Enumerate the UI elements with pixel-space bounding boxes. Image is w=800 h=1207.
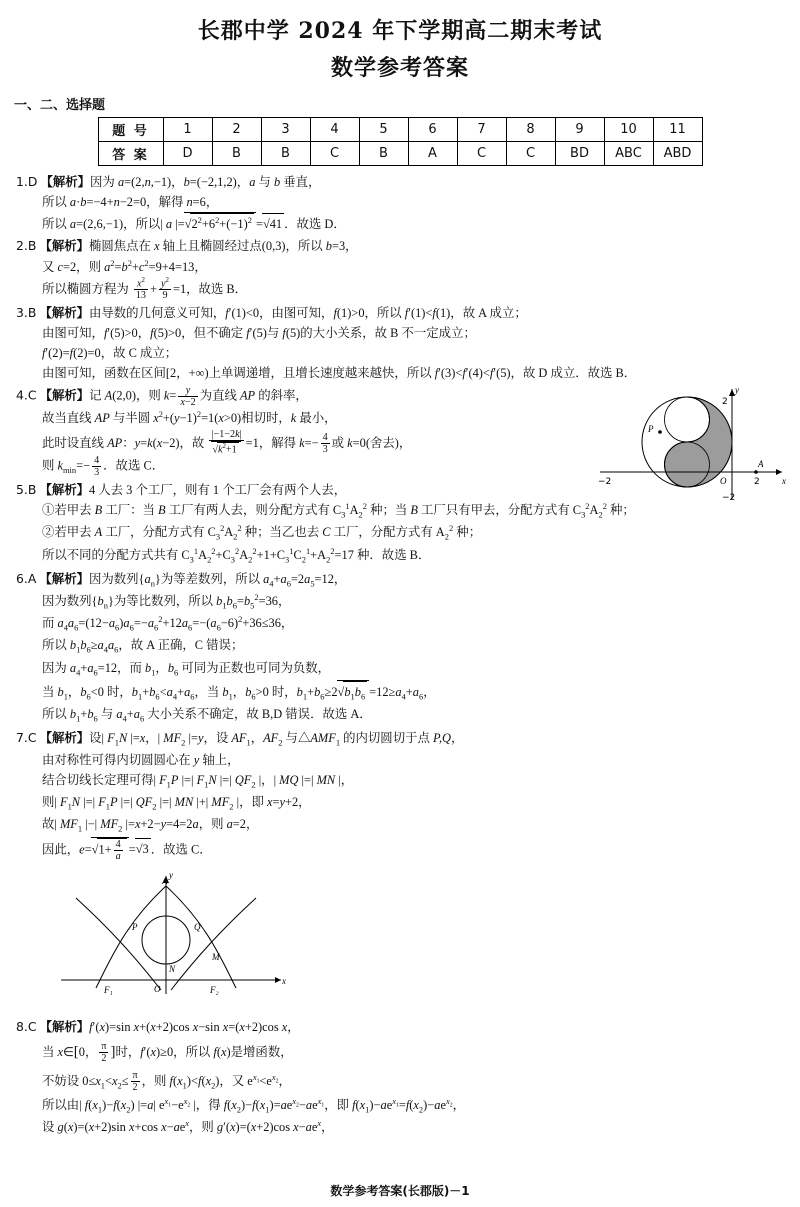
solution-line: 此时设直线 AP：y=k(x−2)，故 $\frac{|-1-2k|}{√k^2+1}$ =1，解得 k=− $\frac{4}{3}$ 或 k=0(舍去)， xyxy=(42,428,412,456)
axis-label-y: y xyxy=(735,385,739,395)
solution-line: ①若甲去 B 工厂：当 B 工厂有两人去，则分配方式有 $C_3^1A_2^2$ 种；当 B 工厂只有甲去，分配方式有 $C_3^2A_2^2$ 种； xyxy=(42,501,635,520)
solution-number: 1.D xyxy=(16,174,38,189)
cell-number: 6 xyxy=(408,118,457,142)
solution-number: 5.B xyxy=(16,481,37,497)
analysis-tag: 【解析】 xyxy=(39,481,89,497)
point-label-p: P xyxy=(648,424,654,434)
solution-line: 3.B 【解析】由导数的几何意义可知，f′(1)<0，由图可知，f(1)>0，所以 f′(1)<f(1)，故 A 成立； xyxy=(16,305,527,321)
solution-line: 故当直线 AP 与半圆 $x^2+(y-1)^2=1(x>0)$相切时，k 最小， xyxy=(42,409,337,426)
analysis-tag: 【解析】 xyxy=(39,238,89,254)
table-row-answers xyxy=(98,142,702,166)
cell-number: 3 xyxy=(261,118,310,142)
solution-line: 结合切线长定理可得| $F_1P$ |=| $F_1N$ |=| $QF_2$ |，| MQ |=| MN |， xyxy=(42,773,354,790)
solution-number: 6.A xyxy=(16,570,37,586)
solution-line: 当 $b_1$，$b_6<0$ 时，$b_1+b_6<a_4+a_6$，当 $b_1$，$b_6>0$ 时，$b_1+b_6\ge 2√b_1b_6 =12\ge a_4+a_6$， xyxy=(16,680,784,704)
analysis-tag: 【解析】 xyxy=(39,388,90,404)
solution-line: 所以椭圆方程为 $\frac{x^2}{13}$ + $\frac{y^2}{9}$ =1，故选 B． xyxy=(42,276,248,302)
solutions-body xyxy=(16,172,784,1138)
solution-number: 4.C xyxy=(16,388,37,404)
solution-8 xyxy=(16,1017,784,1138)
point-label-m: M xyxy=(212,951,220,962)
solution-line: 则 $k_{min}=-$ $\frac{4}{3}$ ．故选 C． xyxy=(42,455,165,478)
solution-line: 7.C 【解析】设| $F_1N$ |=x，| $MF_2$ |=y，设 $AF_1$，$AF_2$ 与$\triangle AMF_1$ 的内切圆切于点 P,Q， xyxy=(16,729,464,748)
solution-line: 因为 $a_4+a_6=12$，而 $b_1$，$b_6$ 可同为正数也可同为负数， xyxy=(42,660,331,678)
solution-line: 所以 $b_1+b_6$ 与 $a_4+a_6$ 大小关系不确定，故 B,D 错误．故选 A． xyxy=(42,706,372,724)
analysis-tag: 【解析】 xyxy=(40,174,91,189)
solution-line: 不妨设 $0\le x_1<x_2\le$ $\frac{\pi}{2}$ ，则 $f(x_1)<f(x_2)$，又 $e^{x_1}<e^{x_2}$， xyxy=(42,1070,291,1094)
tick-label-left: −2 xyxy=(598,477,612,487)
solution-line: 所以不同的分配方式共有 $C_3^1A_2^2+C_3^2A_2^2+1+C_3^1C_2^1+A_2^2=17$ 种．故选 B． xyxy=(42,545,431,565)
tick-label-right: 2 xyxy=(754,477,760,487)
cell-answer: BD xyxy=(555,142,604,166)
cell-answer: C xyxy=(457,142,506,166)
solution-line: 6.A 【解析】因为数列$\{a_n\}$为等差数列，所以 $a_4+a_6=2a_5=12$， xyxy=(16,570,347,589)
cell-answer: C xyxy=(506,142,555,166)
analysis-tag: 【解析】 xyxy=(39,729,90,745)
solution-line: 而 $a_4a_6=(12-a_6)a_6=-a_6^2+12a_6=-(a_6-6)^2+36\le 36$， xyxy=(42,614,294,633)
solution-line: 由图可知，函数在区间[2，+∞)上单调递增，且增长速度越来越快，所以 f′(3)<f′(4)<f′(5)，故 D 成立．故选 B． xyxy=(42,366,637,381)
solution-line: 设 g(x)=(x+2)sin x+cos $x-ae^x$，则 g′(x)=(x+2)cos $x-ae^x$， xyxy=(42,1118,334,1135)
row-header-answer: 答 案 xyxy=(98,142,163,166)
solution-line: 由对称性可得内切圆圆心在 y 轴上， xyxy=(42,753,240,768)
axis-label-x: x xyxy=(782,476,786,486)
solution-3 xyxy=(16,303,784,383)
solution-number: 7.C xyxy=(16,729,37,745)
table-row-numbers xyxy=(98,118,702,142)
point-label-n: N xyxy=(169,963,176,974)
cell-number: 9 xyxy=(555,118,604,142)
solution-line: 又 c=2，则 $a^2=b^2+c^2=9+4=13$， xyxy=(42,257,207,274)
cell-answer: B xyxy=(212,142,261,166)
solution-line: 2.B 【解析】椭圆焦点在 x 轴上且椭圆经过点(0,3)，所以 b=3， xyxy=(16,238,358,254)
cell-number: 7 xyxy=(457,118,506,142)
origin-label: O xyxy=(720,476,727,486)
point-label-a: A xyxy=(162,875,168,886)
page-title-line2: 数学参考答案 xyxy=(330,55,469,81)
cell-number: 2 xyxy=(212,118,261,142)
point-label-o: O xyxy=(154,983,161,994)
solution-line: 当 x∈[0， $\frac{\pi}{2}$ ]时，f′(x)≥0，所以 f(x)是增函数， xyxy=(42,1040,293,1064)
solution-6 xyxy=(16,569,784,726)
solution-line: 则| $F_1N$ |=| $F_1P$ |=| $QF_2$ |=| MN |+| $MF_2$ |，即 x=y+2， xyxy=(42,795,311,812)
solution-line: 1.D 【解析】因为 a=(2,n,−1)，b=(−2,1,2)，a 与 b 垂直， xyxy=(16,174,321,189)
point-label-q: Q xyxy=(194,921,201,932)
solution-line: f′(2)=f(2)=0，故 C 成立； xyxy=(42,346,178,361)
analysis-tag: 【解析】 xyxy=(39,305,89,321)
analysis-tag: 【解析】 xyxy=(39,570,89,586)
page-title-line1: 长郡中学 2024 年下学期高二期末考试 xyxy=(197,18,603,44)
point-label-f1: F₁ xyxy=(104,984,113,995)
solution-7 xyxy=(16,728,784,862)
point-label-f2: F₂ xyxy=(210,984,219,995)
yin-yang-circle-diagram xyxy=(582,384,792,504)
cell-answer: ABD xyxy=(653,142,702,166)
cell-answer: A xyxy=(408,142,457,166)
point-label-a: A xyxy=(758,459,764,469)
cell-number: 5 xyxy=(359,118,408,142)
section-label: 一、二、选择题 xyxy=(14,98,106,113)
hyperbola-incircle-diagram xyxy=(16,868,316,1003)
solution-line: 所以 a·b=−4+n−2=0，解得 n=6， xyxy=(42,195,219,210)
solution-line: ②若甲去 A 工厂，分配方式有 $C_3^2A_2^2$ 种；当乙也去 C 工厂，分配方式有 $A_2^2$ 种； xyxy=(42,523,482,542)
cell-number: 11 xyxy=(653,118,702,142)
solution-1 xyxy=(16,172,784,234)
solution-number: 3.B xyxy=(16,305,37,321)
cell-number: 4 xyxy=(310,118,359,142)
solution-line: 因此，e=√1+ $\frac{4}{a}$ =√3 ．故选 C． xyxy=(42,838,212,862)
cell-answer: B xyxy=(261,142,310,166)
point-label-p: P xyxy=(132,921,138,932)
solution-number: 8.C xyxy=(16,1018,37,1034)
solution-line: 所以 $b_1b_6\ge a_4a_6$，故 A 正确，C 错误； xyxy=(42,638,244,655)
cell-number: 1 xyxy=(163,118,212,142)
cell-number: 10 xyxy=(604,118,653,142)
tick-label-bottom: −2 xyxy=(722,493,736,503)
solution-number: 2.B xyxy=(16,238,37,254)
solution-line: 4.C 【解析】记 A(2,0)，则 k= $\frac{y}{x-2}$ 为直线 AP 的斜率， xyxy=(16,385,308,409)
solution-line: 5.B 【解析】4 人去 3 个工厂，则有 1 个工厂会有两个人去， xyxy=(16,481,347,497)
solution-line: 因为数列$\{b_n\}$为等比数列，所以 $b_1b_6=b_5^2=36$， xyxy=(42,591,291,611)
solution-line: 由图可知，f′(5)>0，f(5)>0，但不确定 f′(5)与 f(5)的大小关系，故 B 不一定成立； xyxy=(42,326,476,341)
cell-number: 8 xyxy=(506,118,555,142)
axis-label-x: x xyxy=(282,975,286,986)
solution-line: 8.C 【解析】f′(x)=sin x+(x+2)cos x−sin x=(x+2)cos x， xyxy=(16,1018,300,1034)
cell-answer: ABC xyxy=(604,142,653,166)
axis-label-y: y xyxy=(169,869,173,880)
tick-label-top: 2 xyxy=(722,397,728,407)
page-footer: 数学参考答案(长郡版)－1 xyxy=(330,1184,470,1198)
row-header-number: 题 号 xyxy=(98,118,163,142)
solution-line: 故| $MF_1$ |−| $MF_2$ |=x+2−y=4=2a，则 a=2， xyxy=(42,817,259,834)
answer-table xyxy=(98,117,703,166)
solution-2 xyxy=(16,236,784,301)
cell-answer: B xyxy=(359,142,408,166)
cell-answer: C xyxy=(310,142,359,166)
analysis-tag: 【解析】 xyxy=(39,1018,90,1034)
cell-answer: D xyxy=(163,142,212,166)
solution-line: 所以 a=(2,6,−1)，所以| a $|=√2^2+6^2+(-1)^2 =√41$ ．故选 D． xyxy=(16,212,784,234)
solution-line: 所以由| $f(x_1)-f(x_2)$ |=a| $e^{x_1}-e^{x_2}$ |，得 $f(x_2)-f(x_1)=ae^{x_2}-ae^{x_1}$，即 $f(x_1)-ae^{x_1}=f(x_2)-ae^{x_2}$， xyxy=(42,1096,465,1115)
